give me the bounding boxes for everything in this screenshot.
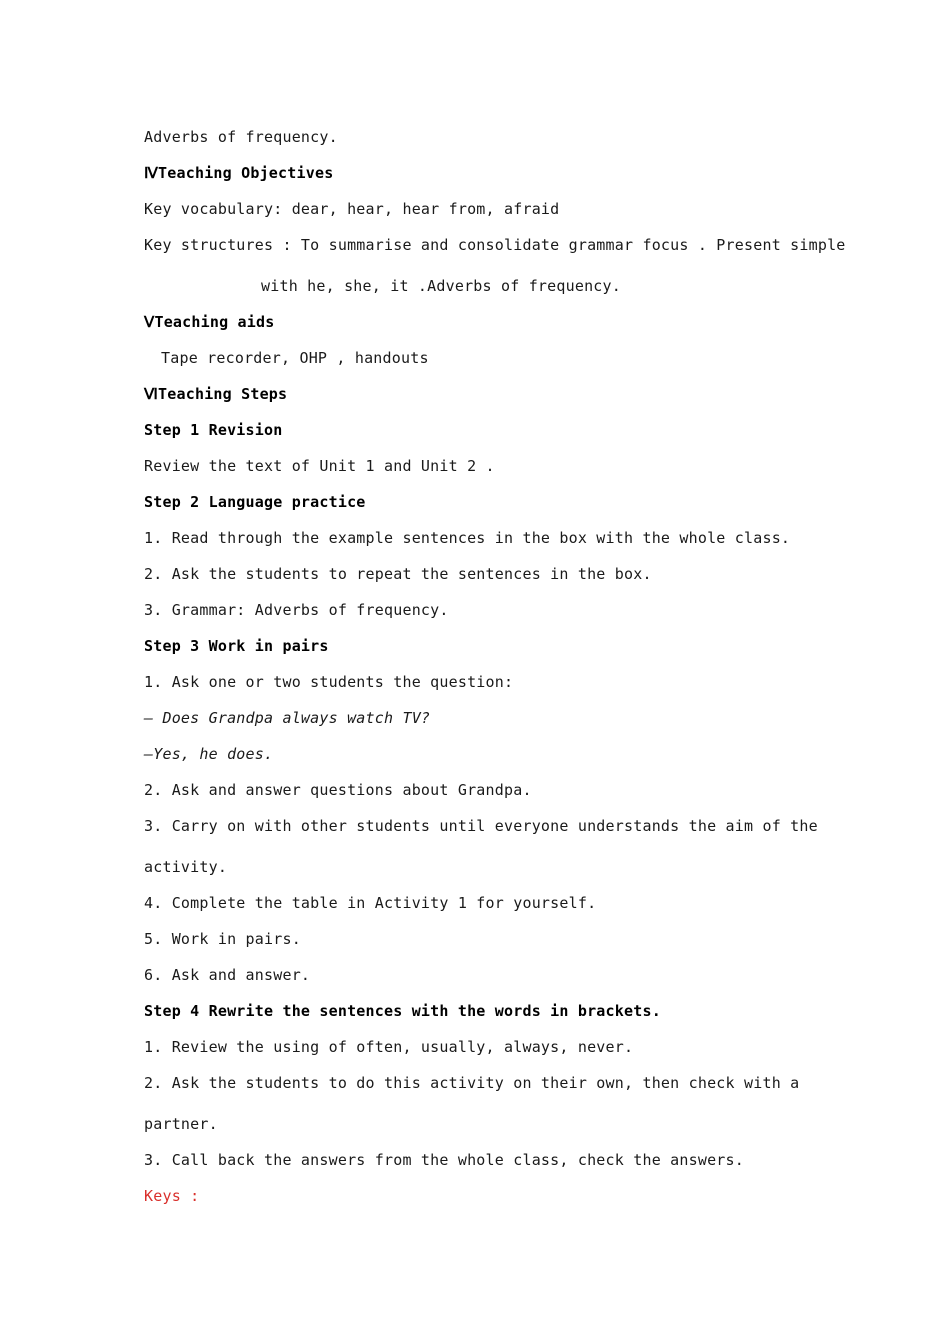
list-item-continuation: partner. (144, 1115, 218, 1133)
keys-label: Keys : (144, 1187, 200, 1205)
list-item: 1. Review the using of often, usually, always, never. (144, 1038, 634, 1056)
list-item: 3. Call back the answers from the whole class, check the answers. (144, 1151, 744, 1169)
list-item: 1. Ask one or two students the question: (144, 673, 514, 691)
section-heading-steps: ⅥTeaching Steps (144, 385, 288, 403)
text-line: Review the text of Unit 1 and Unit 2 . (144, 457, 495, 475)
text-line: Adverbs of frequency. (144, 128, 338, 146)
list-item: 3. Carry on with other students until everyone understands the aim of the (144, 817, 818, 835)
step-heading: Step 4 Rewrite the sentences with the words in brackets. (144, 1002, 661, 1020)
list-item: 2. Ask and answer questions about Grandpa. (144, 781, 532, 799)
list-item: 6. Ask and answer. (144, 966, 311, 984)
list-item: 4. Complete the table in Activity 1 for yourself. (144, 894, 597, 912)
text-line-indented: with he, she, it .Adverbs of frequency. (261, 277, 621, 295)
step-heading: Step 3 Work in pairs (144, 637, 329, 655)
dialogue-line: — Does Grandpa always watch TV? (144, 709, 431, 727)
list-item: 5. Work in pairs. (144, 930, 301, 948)
step-heading: Step 2 Language practice (144, 493, 366, 511)
list-item: 3. Grammar: Adverbs of frequency. (144, 601, 449, 619)
list-item: 2. Ask the students to do this activity on their own, then check with a (144, 1074, 800, 1092)
text-line: Key structures : To summarise and consolidate grammar focus . Present simple (144, 236, 846, 254)
section-heading-aids: ⅤTeaching aids (144, 313, 275, 331)
list-item: 2. Ask the students to repeat the sentences in the box. (144, 565, 652, 583)
dialogue-line: —Yes, he does. (144, 745, 274, 763)
step-heading: Step 1 Revision (144, 421, 283, 439)
section-heading-objectives: ⅣTeaching Objectives (144, 164, 334, 182)
text-line: Key vocabulary: dear, hear, hear from, afraid (144, 200, 560, 218)
text-line-indented: Tape recorder, OHP , handouts (161, 349, 429, 367)
list-item: 1. Read through the example sentences in the box with the whole class. (144, 529, 791, 547)
list-item-continuation: activity. (144, 858, 228, 876)
